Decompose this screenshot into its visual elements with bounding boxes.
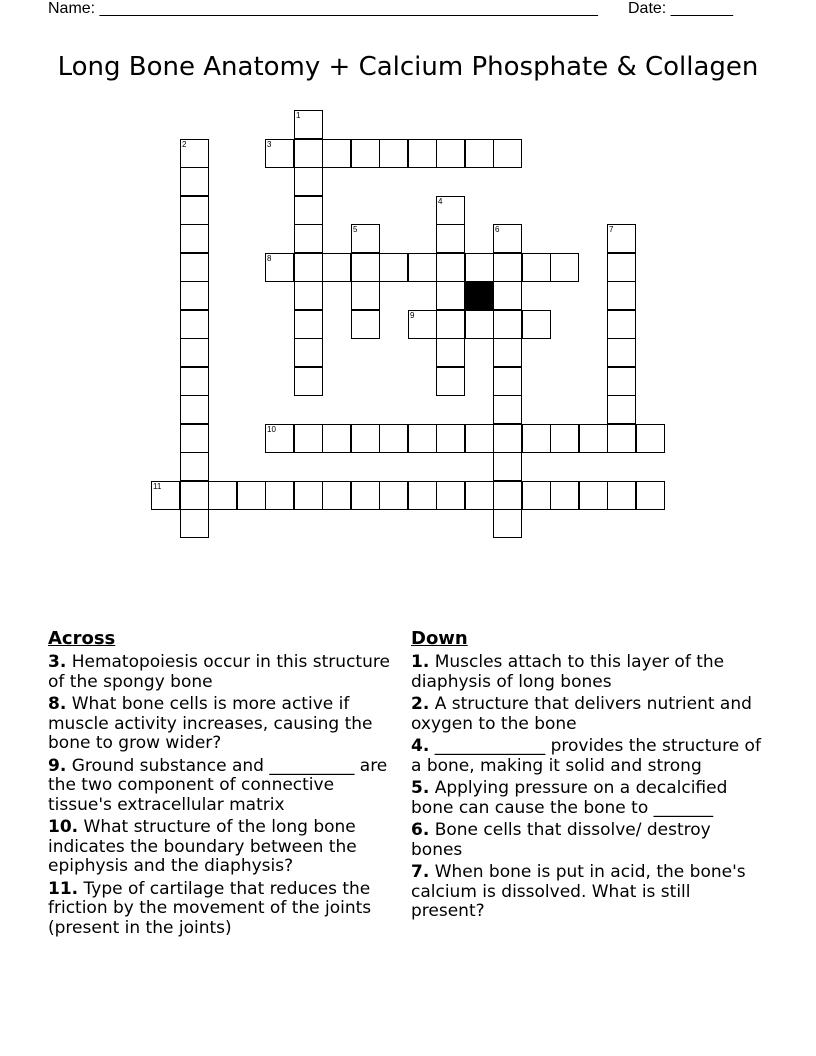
across-clue — [48, 880, 398, 939]
crossword-cell[interactable] — [636, 481, 665, 510]
crossword-cell[interactable] — [351, 424, 380, 453]
clue-number: 8 — [267, 254, 272, 263]
crossword-cell[interactable] — [322, 424, 351, 453]
crossword-cell[interactable] — [408, 310, 437, 339]
clue-number-label: 3. — [48, 652, 67, 672]
crossword-cell[interactable] — [208, 481, 237, 510]
across-clues — [48, 628, 398, 941]
crossword-cell[interactable] — [436, 253, 465, 282]
crossword-cell[interactable] — [550, 481, 579, 510]
crossword-cell[interactable] — [351, 139, 380, 168]
crossword-cell[interactable] — [493, 395, 522, 424]
clue-number-label: 5. — [411, 778, 430, 798]
down-clue — [411, 737, 761, 776]
clue-text: Ground substance and __________ are the two component of connective tissue's extracellular matrix — [48, 755, 388, 815]
clue-number: 6 — [495, 225, 500, 234]
crossword-cell[interactable] — [180, 196, 209, 225]
crossword-cell[interactable] — [351, 281, 380, 310]
crossword-cell[interactable] — [180, 253, 209, 282]
crossword-cell[interactable] — [180, 395, 209, 424]
clue-number-label: 7. — [411, 862, 430, 882]
crossword-cell[interactable] — [579, 424, 608, 453]
crossword-cell[interactable] — [265, 253, 294, 282]
crossword-cell[interactable] — [607, 367, 636, 396]
crossword-cell[interactable] — [265, 481, 294, 510]
clue-number: 10 — [267, 425, 276, 434]
crossword-cell[interactable] — [294, 424, 323, 453]
crossword-cell[interactable] — [351, 310, 380, 339]
date-field-label[interactable]: Date: _______ — [628, 0, 733, 17]
crossword-black-cell — [465, 281, 494, 310]
clue-number-label: 11. — [48, 878, 79, 899]
crossword-cell[interactable] — [294, 481, 323, 510]
crossword-cell[interactable] — [493, 481, 522, 510]
crossword-cell[interactable] — [294, 367, 323, 396]
down-clue — [411, 695, 761, 734]
crossword-cell[interactable] — [579, 481, 608, 510]
crossword-cell[interactable] — [493, 367, 522, 396]
crossword-cell[interactable] — [151, 481, 180, 510]
crossword-cell[interactable] — [351, 253, 380, 282]
crossword-cell[interactable] — [294, 196, 323, 225]
crossword-cell[interactable] — [379, 424, 408, 453]
crossword-cell[interactable] — [180, 167, 209, 196]
crossword-cell[interactable] — [180, 367, 209, 396]
clue-number: 3 — [267, 140, 272, 149]
crossword-cell[interactable] — [607, 281, 636, 310]
crossword-cell[interactable] — [436, 310, 465, 339]
clue-number: 1 — [296, 111, 301, 120]
crossword-cell[interactable] — [180, 224, 209, 253]
clue-text: When bone is put in acid, the bone's calcium is dissolved. What is still present? — [411, 862, 746, 921]
crossword-cell[interactable] — [408, 139, 437, 168]
crossword-cell[interactable] — [180, 338, 209, 367]
crossword-cell[interactable] — [294, 139, 323, 168]
crossword-cell[interactable] — [180, 310, 209, 339]
crossword-cell[interactable] — [493, 224, 522, 253]
crossword-cell[interactable] — [294, 310, 323, 339]
crossword-cell[interactable] — [522, 253, 551, 282]
crossword-cell[interactable] — [436, 281, 465, 310]
crossword-cell[interactable] — [408, 481, 437, 510]
clue-text: _____________ provides the structure of a bone, making it solid and strong — [411, 736, 761, 776]
crossword-cell[interactable] — [408, 424, 437, 453]
across-clue — [48, 757, 398, 816]
down-clue — [411, 779, 761, 818]
clue-number-label: 2. — [411, 694, 430, 714]
crossword-cell[interactable] — [265, 424, 294, 453]
down-heading: Down — [411, 628, 468, 649]
clue-text: What structure of the long bone indicates the boundary between the epiphysis and the diaphysis? — [48, 817, 357, 876]
crossword-cell[interactable] — [237, 481, 266, 510]
crossword-cell[interactable] — [180, 424, 209, 453]
crossword-cell[interactable] — [493, 310, 522, 339]
crossword-cell[interactable] — [493, 281, 522, 310]
crossword-cell[interactable] — [550, 253, 579, 282]
down-clue — [411, 653, 761, 692]
crossword-cell[interactable] — [465, 310, 494, 339]
page-title: Long Bone Anatomy + Calcium Phosphate & Collagen — [57, 52, 759, 82]
crossword-cell[interactable] — [493, 139, 522, 168]
clue-number-label: 6. — [411, 820, 430, 840]
crossword-cell[interactable] — [636, 424, 665, 453]
clue-number: 5 — [353, 225, 358, 234]
crossword-cell[interactable] — [493, 452, 522, 481]
clue-text: Applying pressure on a decalcified bone can cause the bone to _______ — [411, 778, 728, 818]
clue-text: Bone cells that dissolve/ destroy bones — [411, 820, 711, 860]
clue-number-label: 1. — [411, 652, 430, 672]
clue-number: 11 — [153, 482, 162, 491]
crossword-cell[interactable] — [522, 424, 551, 453]
crossword-cell[interactable] — [294, 338, 323, 367]
clue-text: Type of cartilage that reduces the friction by the movement of the joints (present in the joints) — [48, 878, 372, 938]
crossword-cell[interactable] — [294, 281, 323, 310]
clue-number-label: 4. — [411, 736, 430, 756]
crossword-cell[interactable] — [493, 509, 522, 538]
crossword-cell[interactable] — [351, 481, 380, 510]
crossword-cell[interactable] — [294, 224, 323, 253]
across-heading: Across — [48, 628, 116, 649]
crossword-cell[interactable] — [294, 167, 323, 196]
crossword-cell[interactable] — [493, 253, 522, 282]
clue-number: 9 — [410, 311, 415, 320]
crossword-cell[interactable] — [379, 139, 408, 168]
across-clue — [48, 695, 398, 754]
crossword-cell[interactable] — [465, 424, 494, 453]
crossword-cell[interactable] — [379, 481, 408, 510]
crossword-cell[interactable] — [436, 481, 465, 510]
crossword-cell[interactable] — [550, 424, 579, 453]
crossword-cell[interactable] — [607, 481, 636, 510]
crossword-cell[interactable] — [294, 110, 323, 139]
crossword-cell[interactable] — [436, 338, 465, 367]
clue-number-label: 9. — [48, 755, 67, 776]
crossword-cell[interactable] — [436, 224, 465, 253]
crossword-cell[interactable] — [180, 509, 209, 538]
crossword-cell[interactable] — [607, 310, 636, 339]
crossword-cell[interactable] — [607, 253, 636, 282]
crossword-cell[interactable] — [436, 139, 465, 168]
clue-text: Hematopoiesis occur in this structure of the spongy bone — [48, 652, 390, 692]
crossword-cell[interactable] — [265, 139, 294, 168]
clue-text: Muscles attach to this layer of the diaphysis of long bones — [411, 652, 725, 692]
crossword-cell[interactable] — [322, 253, 351, 282]
crossword-cell[interactable] — [493, 338, 522, 367]
crossword-cell[interactable] — [322, 481, 351, 510]
crossword-cell[interactable] — [436, 424, 465, 453]
crossword-cell[interactable] — [379, 253, 408, 282]
clue-number: 4 — [438, 197, 443, 206]
crossword-cell[interactable] — [180, 139, 209, 168]
crossword-cell[interactable] — [294, 253, 323, 282]
crossword-cell[interactable] — [180, 481, 209, 510]
crossword-cell[interactable] — [408, 253, 437, 282]
crossword-cell[interactable] — [493, 424, 522, 453]
crossword-cell[interactable] — [607, 424, 636, 453]
crossword-cell[interactable] — [351, 224, 380, 253]
crossword-cell[interactable] — [180, 281, 209, 310]
crossword-cell[interactable] — [436, 196, 465, 225]
down-clue — [411, 821, 761, 860]
clue-text: What bone cells is more active if muscle activity increases, causing the bone to grow wider? — [48, 694, 373, 753]
crossword-cell[interactable] — [322, 139, 351, 168]
crossword-cell[interactable] — [607, 224, 636, 253]
crossword-cell[interactable] — [180, 452, 209, 481]
across-clue — [48, 818, 398, 877]
clue-number-label: 8. — [48, 694, 67, 714]
crossword-cell[interactable] — [607, 395, 636, 424]
down-clues — [411, 628, 761, 925]
clue-number-label: 10. — [48, 817, 79, 837]
crossword-cell[interactable] — [522, 310, 551, 339]
crossword-cell[interactable] — [465, 139, 494, 168]
clue-number: 7 — [609, 225, 614, 234]
down-clue — [411, 863, 761, 922]
crossword-cell[interactable] — [607, 338, 636, 367]
crossword-cell[interactable] — [436, 367, 465, 396]
clue-text: A structure that delivers nutrient and oxygen to the bone — [411, 694, 752, 734]
crossword-cell[interactable] — [465, 481, 494, 510]
name-field-label[interactable]: Name: ________________________________________________________ — [48, 0, 598, 17]
crossword-cell[interactable] — [465, 253, 494, 282]
across-clue — [48, 653, 398, 692]
clue-number: 2 — [182, 140, 187, 149]
crossword-cell[interactable] — [522, 481, 551, 510]
